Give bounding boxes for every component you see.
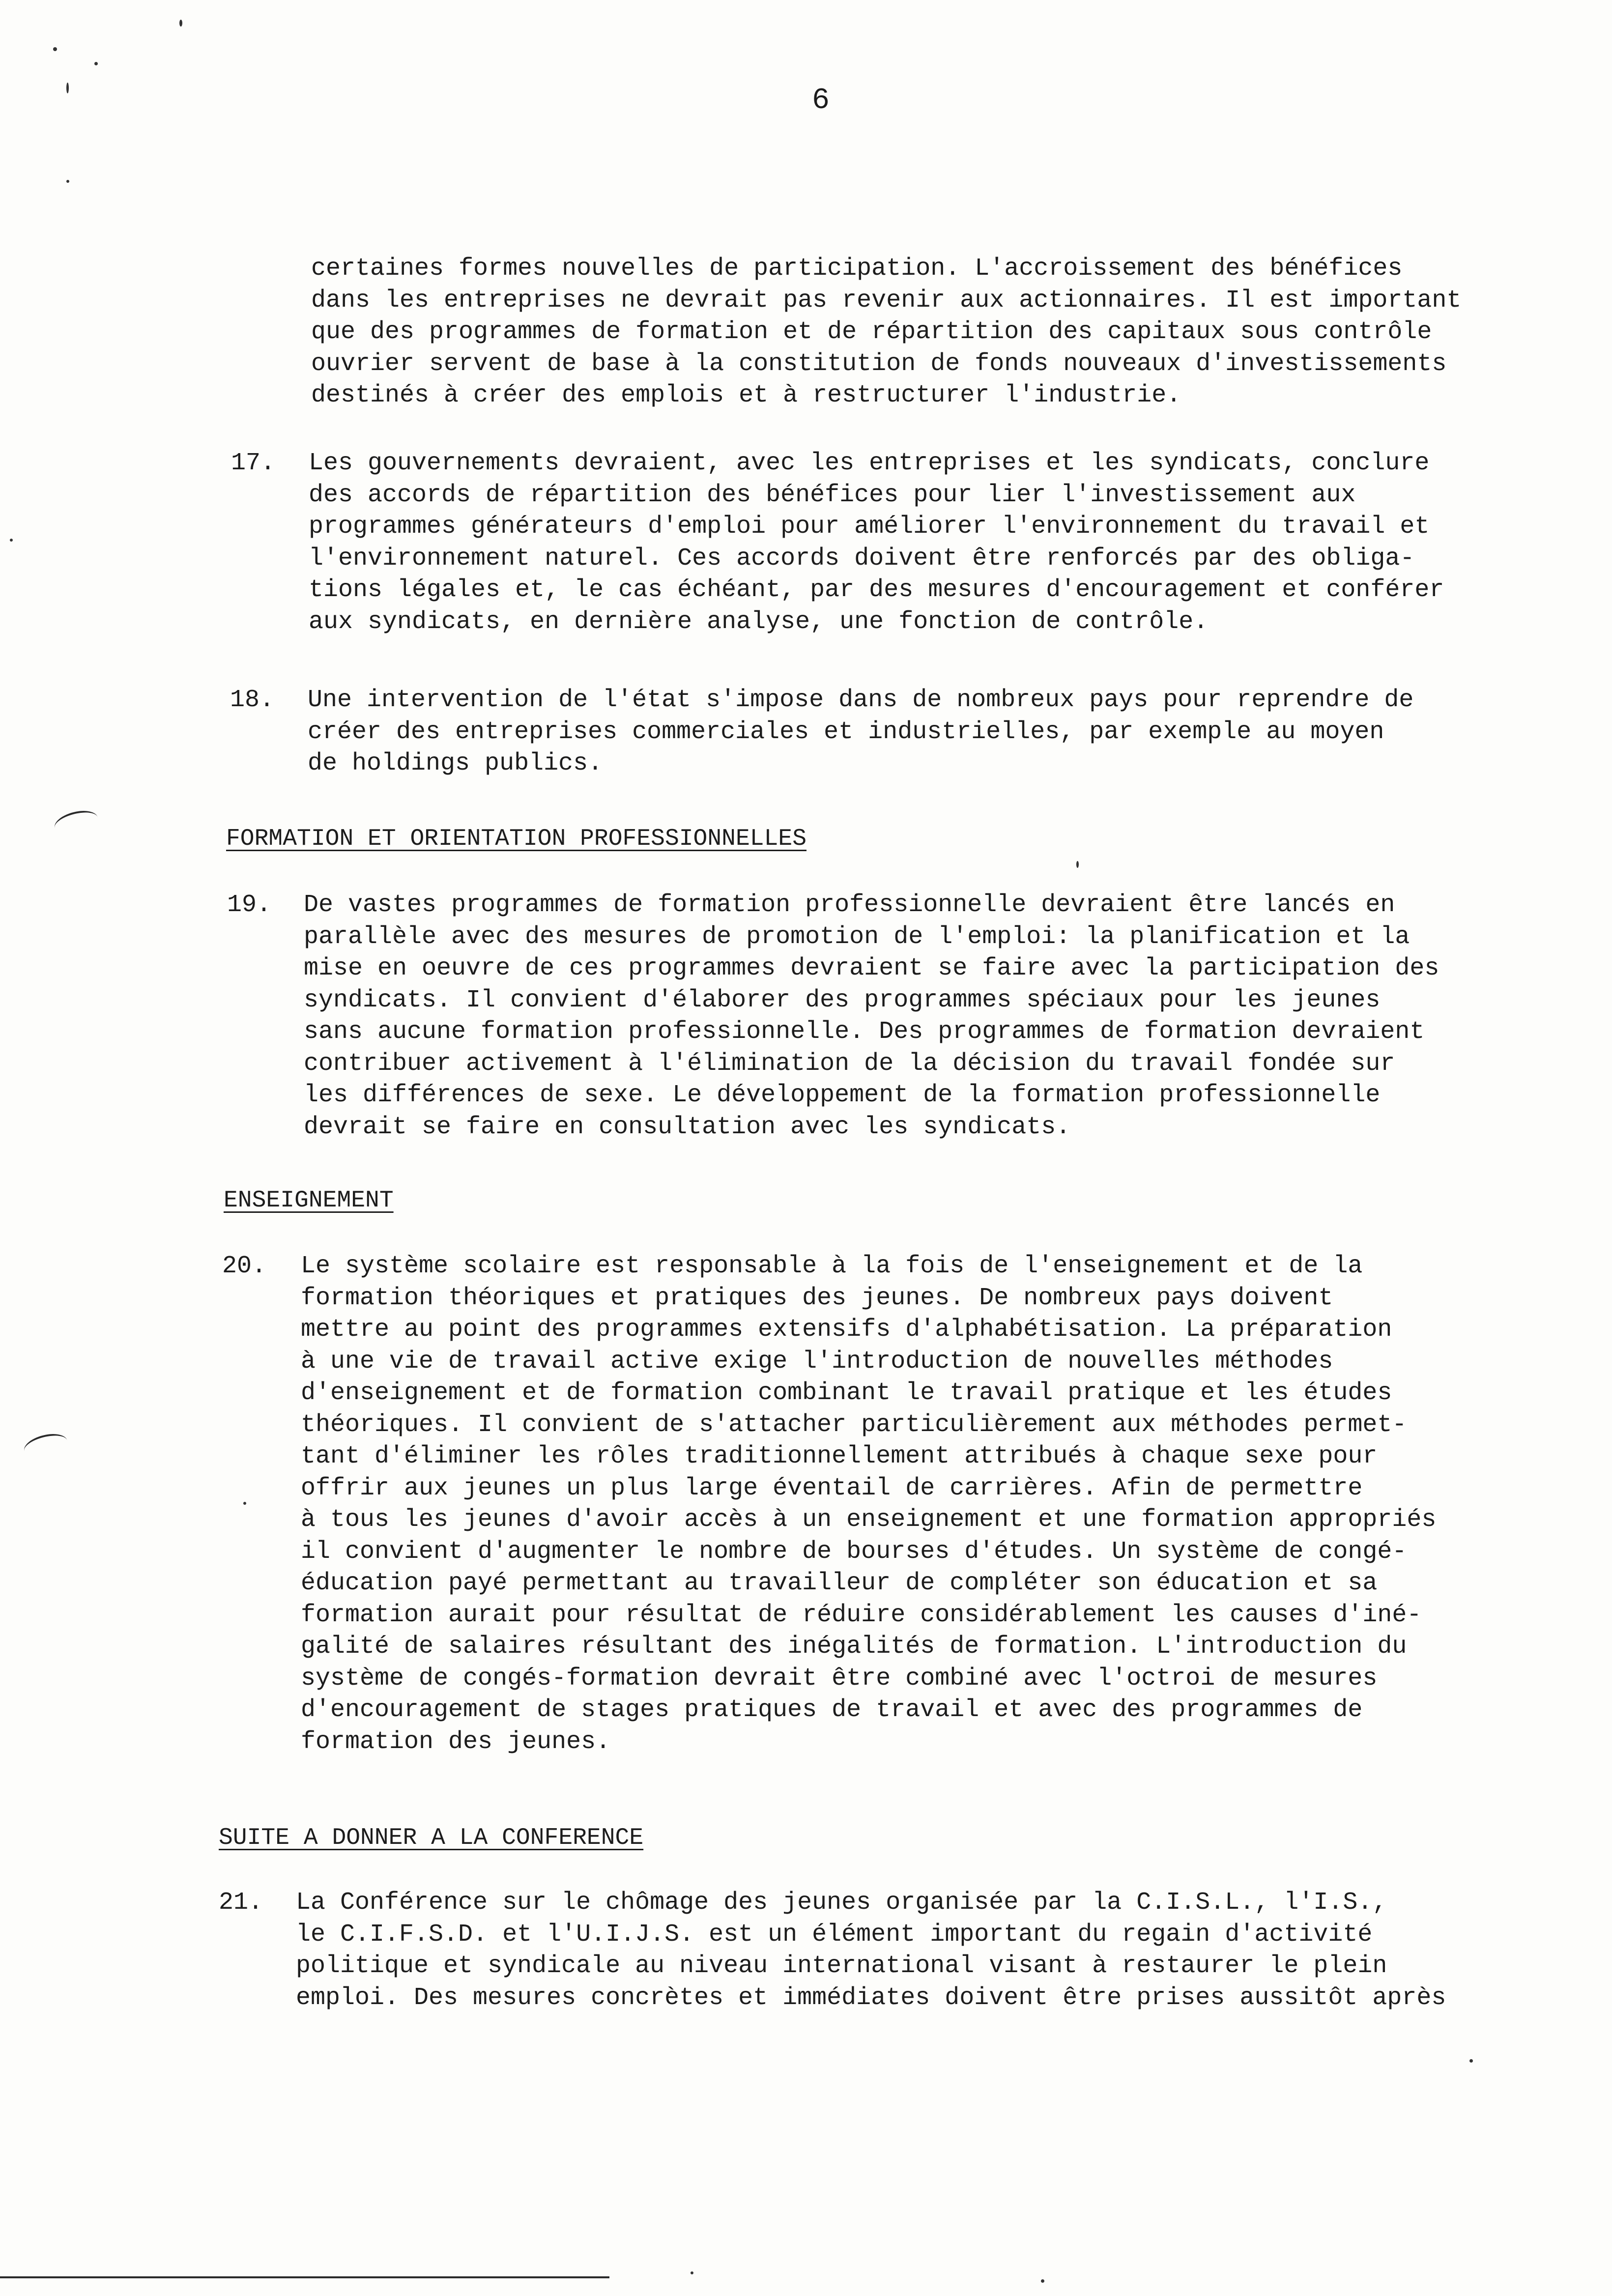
- scan-speck: [179, 20, 182, 27]
- text-line: mise en oeuvre de ces programmes devraient se faire avec la participation des: [304, 954, 1439, 982]
- section-heading-suite: SUITE A DONNER A LA CONFERENCE: [219, 1825, 644, 1851]
- text-line: le C.I.F.S.D. et l'U.I.J.S. est un élément important du regain d'activité: [296, 1920, 1373, 1949]
- text-line: éducation payé permettant au travailleur de compléter son éducation et sa: [301, 1569, 1378, 1597]
- paragraph-21: [296, 1887, 1446, 2014]
- scan-speck: [94, 62, 98, 65]
- text-line: l'environnement naturel. Ces accords doivent être renforcés par des obliga-: [309, 544, 1415, 573]
- paragraph-20: [301, 1251, 1436, 1758]
- text-line: destinés à créer des emplois et à restructurer l'industrie.: [311, 381, 1181, 409]
- text-line: les différences de sexe. Le développement de la formation professionnelle: [304, 1081, 1381, 1109]
- text-line: il convient d'augmenter le nombre de bourses d'études. Un système de congé-: [301, 1537, 1407, 1566]
- text-line: ouvrier servent de base à la constitution de fonds nouveaux d'investissements: [311, 349, 1447, 378]
- text-line: dans les entreprises ne devrait pas revenir aux actionnaires. Il est important: [311, 286, 1462, 315]
- scan-speck: [691, 2271, 693, 2274]
- text-line: certaines formes nouvelles de participation. L'accroissement des bénéfices: [311, 255, 1403, 283]
- section-heading-enseignement: ENSEIGNEMENT: [224, 1187, 394, 1214]
- scan-speck: [243, 1502, 246, 1505]
- text-line: mettre au point des programmes extensifs d'alphabétisation. La préparation: [301, 1316, 1392, 1344]
- text-line: De vastes programmes de formation professionnelle devraient être lancés en: [304, 891, 1395, 919]
- paragraph-17: [309, 448, 1444, 638]
- paragraph-number-20: 20.: [222, 1252, 267, 1280]
- paragraph-18: [308, 685, 1413, 780]
- text-line: des accords de répartition des bénéfices pour lier l'investissement aux: [309, 481, 1356, 509]
- text-line: offrir aux jeunes un plus large éventail de carrières. Afin de permettre: [301, 1474, 1363, 1502]
- text-line: Les gouvernements devraient, avec les entreprises et les syndicats, conclure: [309, 449, 1430, 477]
- continuation-paragraph: [311, 253, 1461, 412]
- text-line: contribuer activement à l'élimination de la décision du travail fondée sur: [304, 1049, 1395, 1078]
- text-line: tions légales et, le cas échéant, par des mesures d'encouragement et conférer: [309, 576, 1444, 604]
- text-line: politique et syndicale au niveau international visant à restaurer le plein: [296, 1952, 1387, 1980]
- text-line: à une vie de travail active exige l'introduction de nouvelles méthodes: [301, 1347, 1333, 1376]
- text-line: formation des jeunes.: [301, 1727, 611, 1756]
- section-heading-formation: FORMATION ET ORIENTATION PROFESSIONNELLES: [226, 826, 806, 852]
- text-line: que des programmes de formation et de répartition des capitaux sous contrôle: [311, 318, 1432, 346]
- text-line: tant d'éliminer les rôles traditionnellement attribués à chaque sexe pour: [301, 1442, 1378, 1470]
- paragraph-number-21: 21.: [219, 1889, 263, 1917]
- text-line: sans aucune formation professionnelle. Des programmes de formation devraient: [304, 1018, 1425, 1046]
- text-line: Le système scolaire est responsable à la fois de l'enseignement et de la: [301, 1252, 1363, 1280]
- paragraph-number-17: 17.: [231, 449, 276, 477]
- text-line: La Conférence sur le chômage des jeunes organisée par la C.I.S.L., l'I.S.,: [296, 1889, 1387, 1917]
- footer-rule: [0, 2276, 609, 2278]
- text-line: aux syndicats, en dernière analyse, une fonction de contrôle.: [309, 607, 1209, 636]
- margin-bracket-mark: [22, 1430, 70, 1462]
- text-line: d'enseignement et de formation combinant le travail pratique et les études: [301, 1379, 1392, 1407]
- scan-speck: [1469, 2059, 1473, 2063]
- text-line: emploi. Des mesures concrètes et immédiates doivent être prises aussitôt après: [296, 1983, 1446, 2012]
- text-line: créer des entreprises commerciales et industrielles, par exemple au moyen: [308, 718, 1384, 746]
- scan-speck: [10, 539, 13, 542]
- page-number: 6: [811, 84, 830, 117]
- text-line: système de congés-formation devrait être combiné avec l'octroi de mesures: [301, 1664, 1378, 1693]
- paragraph-number-19: 19.: [227, 891, 272, 919]
- text-line: d'encouragement de stages pratiques de travail et avec des programmes de: [301, 1696, 1363, 1724]
- text-line: galité de salaires résultant des inégalités de formation. L'introduction du: [301, 1633, 1407, 1661]
- margin-bracket-mark: [52, 807, 100, 838]
- text-line: devrait se faire en consultation avec les syndicats.: [304, 1113, 1071, 1141]
- text-line: Une intervention de l'état s'impose dans de nombreux pays pour reprendre de: [308, 686, 1414, 714]
- text-line: formation théoriques et pratiques des jeunes. De nombreux pays doivent: [301, 1284, 1333, 1312]
- text-line: à tous les jeunes d'avoir accès à un enseignement et une formation appropriés: [301, 1506, 1437, 1534]
- paragraph-number-18: 18.: [230, 686, 275, 714]
- text-line: syndicats. Il convient d'élaborer des programmes spéciaux pour les jeunes: [304, 986, 1381, 1014]
- scan-speck: [53, 47, 57, 51]
- scan-speck: [66, 180, 69, 183]
- text-line: de holdings publics.: [308, 749, 603, 777]
- scan-speck: [1041, 2279, 1044, 2283]
- paragraph-19: [304, 890, 1439, 1143]
- text-line: parallèle avec des mesures de promotion de l'emploi: la planification et la: [304, 922, 1410, 951]
- text-line: théoriques. Il convient de s'attacher particulièrement aux méthodes permet-: [301, 1410, 1407, 1439]
- text-line: formation aurait pour résultat de réduire considérablement les causes d'iné-: [301, 1601, 1422, 1629]
- text-line: programmes générateurs d'emploi pour améliorer l'environnement du travail et: [309, 513, 1430, 541]
- scan-speck: [1076, 861, 1079, 868]
- scan-speck: [66, 83, 69, 93]
